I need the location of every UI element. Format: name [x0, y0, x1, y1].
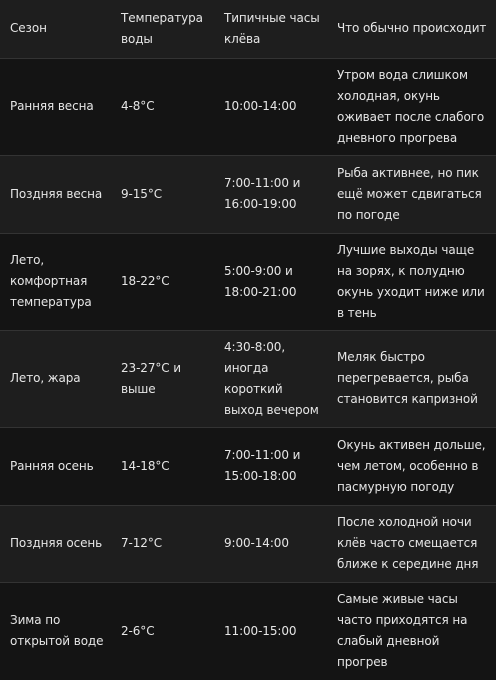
cell-water-temp: 4-8°C [111, 58, 214, 155]
cell-season: Ранняя весна [0, 58, 111, 155]
cell-water-temp: 14-18°C [111, 427, 214, 505]
cell-season: Ранняя осень [0, 427, 111, 505]
cell-description: Лучшие выходы чаще на зорях, к полудню окунь уходит ниже или в тень [327, 233, 496, 330]
cell-water-temp: 2-6°C [121, 623, 155, 638]
header-bite-hours: Типичные часы клёва [214, 0, 327, 58]
table-row [0, 330, 496, 427]
cell-description: Самые живые часы часто приходятся на слабый дневной прогрев [337, 592, 468, 670]
cell-water-temp: 9-15°C [111, 155, 214, 233]
cell-season: Лето, комфортная температура [0, 233, 111, 330]
table-row [0, 427, 496, 505]
cell-season: Поздняя осень [0, 505, 111, 582]
header-row [0, 0, 496, 58]
cell-description: Окунь активен дольше, чем летом, особенно в пасмурную погоду [327, 427, 496, 505]
table-row [0, 505, 496, 582]
header-water-temp: Температура воды [111, 0, 214, 58]
table-body [0, 58, 496, 680]
cell-water-temp: 7-12°C [111, 505, 214, 582]
cell-description: Рыба активнее, но пик ещё может сдвигаться по погоде [327, 155, 496, 233]
cell-bite-hours: 4:30-8:00, иногда короткий выход вечером [214, 330, 327, 427]
cell-season: Поздняя весна [0, 155, 111, 233]
cell-description: Меляк быстро перегревается, рыба становится капризной [327, 330, 496, 427]
table-row [0, 58, 496, 155]
cell-description: Утром вода слишком холодная, окунь оживает после слабого дневного прогрева [327, 58, 496, 155]
cell-bite-hours: 9:00-14:00 [214, 505, 327, 582]
cell-season: Зима по открытой воде [10, 613, 104, 649]
header-what-happens: Что обычно происходит [327, 0, 496, 58]
cell-bite-hours: 7:00-11:00 и 16:00-19:00 [214, 155, 327, 233]
cell-bite-hours: 11:00-15:00 [224, 623, 297, 638]
table-row [0, 582, 496, 680]
cell-bite-hours: 10:00-14:00 [214, 58, 327, 155]
table-row [0, 155, 496, 233]
cell-water-temp: 18-22°C [111, 233, 214, 330]
cell-description: После холодной ночи клёв часто смещается ближе к середине дня [327, 505, 496, 582]
cell-season: Лето, жара [0, 330, 111, 427]
cell-water-temp: 23-27°C и выше [111, 330, 214, 427]
header-season: Сезон [0, 0, 111, 58]
table-row [0, 233, 496, 330]
table-header [0, 0, 496, 58]
cell-bite-hours: 7:00-11:00 и 15:00-18:00 [214, 427, 327, 505]
cell-bite-hours: 5:00-9:00 и 18:00-21:00 [214, 233, 327, 330]
